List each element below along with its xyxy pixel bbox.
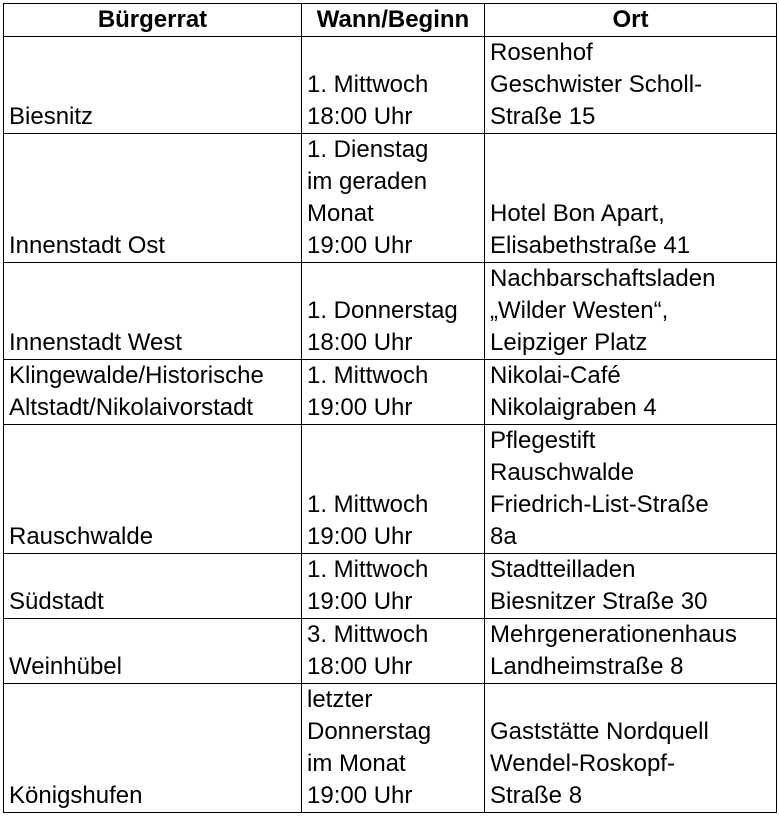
table-row <box>4 360 777 425</box>
cell-ort: Nachbarschaftsladen „Wilder Westen“, Leipziger Platz <box>485 263 777 360</box>
table-row <box>4 619 777 684</box>
cell-buergerrat: Königshufen <box>4 684 302 813</box>
cell-wann-beginn: 1. Mittwoch 19:00 Uhr <box>302 425 485 554</box>
table-row <box>4 554 777 619</box>
table-row <box>4 425 777 554</box>
cell-buergerrat: Innenstadt West <box>4 263 302 360</box>
cell-buergerrat: Biesnitz <box>4 37 302 134</box>
header-row <box>4 4 777 37</box>
cell-wann-beginn: 1. Donnerstag 18:00 Uhr <box>302 263 485 360</box>
cell-wann-beginn: 1. Dienstag im geraden Monat 19:00 Uhr <box>302 134 485 263</box>
header-wann-beginn: Wann/Beginn <box>302 4 485 37</box>
cell-buergerrat: Rauschwalde <box>4 425 302 554</box>
cell-wann-beginn: 1. Mittwoch 18:00 Uhr <box>302 37 485 134</box>
cell-ort: Gaststätte Nordquell Wendel-Roskopf- Straße 8 <box>485 684 777 813</box>
cell-ort: Hotel Bon Apart, Elisabethstraße 41 <box>485 134 777 263</box>
cell-buergerrat: Innenstadt Ost <box>4 134 302 263</box>
cell-ort: Pflegestift Rauschwalde Friedrich-List-Straße 8a <box>485 425 777 554</box>
table-row <box>4 37 777 134</box>
cell-wann-beginn: 1. Mittwoch 19:00 Uhr <box>302 360 485 425</box>
table-row <box>4 263 777 360</box>
cell-ort: Rosenhof Geschwister Scholl- Straße 15 <box>485 37 777 134</box>
header-buergerrat: Bürgerrat <box>4 4 302 37</box>
cell-wann-beginn: 1. Mittwoch 19:00 Uhr <box>302 554 485 619</box>
cell-ort: Mehrgenerationenhaus Landheimstraße 8 <box>485 619 777 684</box>
cell-wann-beginn: letzter Donnerstag im Monat 19:00 Uhr <box>302 684 485 813</box>
buergerrat-table <box>3 3 777 813</box>
table-row <box>4 134 777 263</box>
cell-buergerrat: Klingewalde/Historische Altstadt/Nikolaivorstadt <box>4 360 302 425</box>
cell-buergerrat: Südstadt <box>4 554 302 619</box>
header-ort: Ort <box>485 4 777 37</box>
cell-buergerrat: Weinhübel <box>4 619 302 684</box>
cell-ort: Stadtteilladen Biesnitzer Straße 30 <box>485 554 777 619</box>
cell-ort: Nikolai-Café Nikolaigraben 4 <box>485 360 777 425</box>
table-row <box>4 684 777 813</box>
cell-wann-beginn: 3. Mittwoch 18:00 Uhr <box>302 619 485 684</box>
